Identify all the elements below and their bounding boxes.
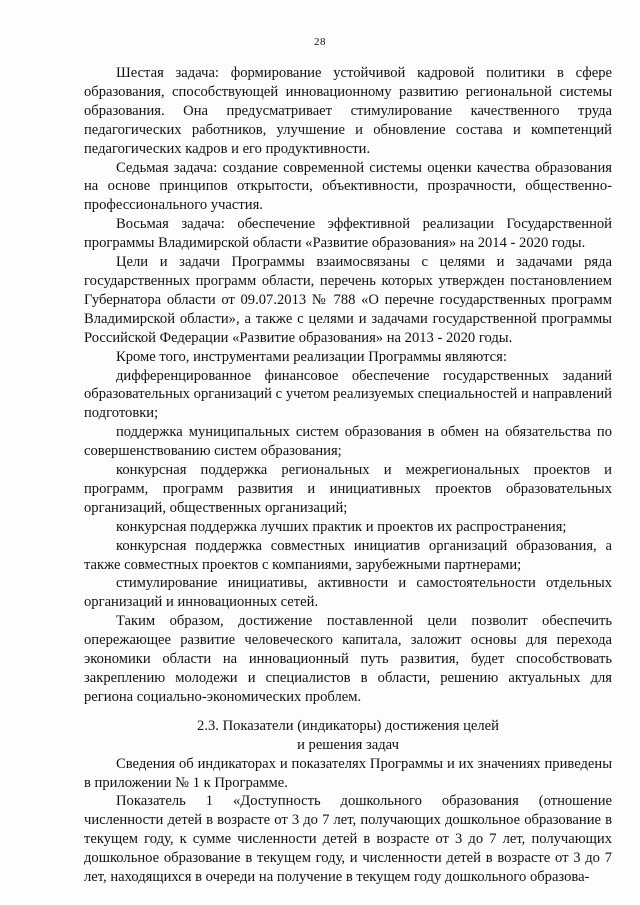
paragraph-indicators-reference: Сведения об индикаторах и показателях Программы и их значениях приведены в приложении № 1 к Программе.: [84, 755, 612, 791]
paragraph-task-7: Седьмая задача: создание современной системы оценки качества образования на основе принципов открытости, объективности, прозрачности, общественно-профессионального участия.: [84, 159, 612, 214]
list-item-instrument: стимулирование инициативы, активности и самостоятельности отдельных организаций и инновационных сетей.: [84, 575, 612, 611]
paragraph-instruments-intro: Кроме того, инструментами реализации Программы являются:: [116, 348, 507, 365]
document-body: [84, 64, 612, 887]
paragraph-task-8: Восьмая задача: обеспечение эффективной реализации Государственной программы Владимирской области «Развитие образования» на 2014 - 2020 годы.: [84, 216, 612, 252]
page-number: 28: [314, 36, 326, 48]
paragraph-conclusion: Таким образом, достижение поставленной цели позволит обеспечить опережающее развитие человеческого капитала, заложит основы для перехода экономики области на инновационный путь развития, будет способствовать закреплению молодежи и специалистов в области, решению актуальных для региона социально-экономических проблем.: [84, 613, 612, 705]
list-item-instrument: конкурсная поддержка лучших практик и проектов их распространения;: [116, 518, 567, 535]
section-heading: [84, 717, 612, 755]
paragraph-task-6: Шестая задача: формирование устойчивой кадровой политики в сфере образования, способствующей инновационному развитию региональной системы образования. Она предусматривает стимулирование качественного труда педагогических работников, улучшение и обновление состава и компетенций педагогических кадров и его продуктивности.: [84, 65, 612, 157]
list-item-instrument: поддержка муниципальных систем образования в обмен на обязательства по совершенствованию систем образования;: [84, 424, 612, 460]
list-item-instrument: конкурсная поддержка совместных инициатив организаций образования, а также совместных проектов с компаниями, зарубежными партнерами;: [84, 537, 612, 573]
paragraph-goals-linkage: Цели и задачи Программы взаимосвязаны с целями и задачами ряда государственных программ области, перечень которых утвержден постановлением Губернатора области от 09.07.2013 № 788 «О перечне государственных программ Владимирской области», а также с целями и задачами государственной программы Российской Федерации «Развитие образования» на 2013 - 2020 годы.: [84, 254, 612, 346]
list-item-instrument: дифференцированное финансовое обеспечение государственных заданий образовательных организаций с учетом реализуемых специальностей и направлений подготовки;: [84, 367, 612, 422]
section-heading-line-2: и решения задач: [297, 736, 399, 753]
paragraph-indicator-1: Показатель 1 «Доступность дошкольного образования (отношение численности детей в возрасте от 3 до 7 лет, получающих дошкольное образование в текущем году, к сумме численности детей в возрасте от 3 до 7 лет, получающих дошкольное образование в текущем году, и численности детей в возрасте от 3 до 7 лет, находящихся в очереди на получение в текущем году дошкольного образова-: [84, 793, 612, 886]
list-item-instrument: конкурсная поддержка региональных и межрегиональных проектов и программ, программ развития и инициативных проектов образовательных организаций, общественных организаций;: [84, 462, 612, 516]
section-heading-line-1: 2.3. Показатели (индикаторы) достижения целей: [197, 717, 499, 734]
